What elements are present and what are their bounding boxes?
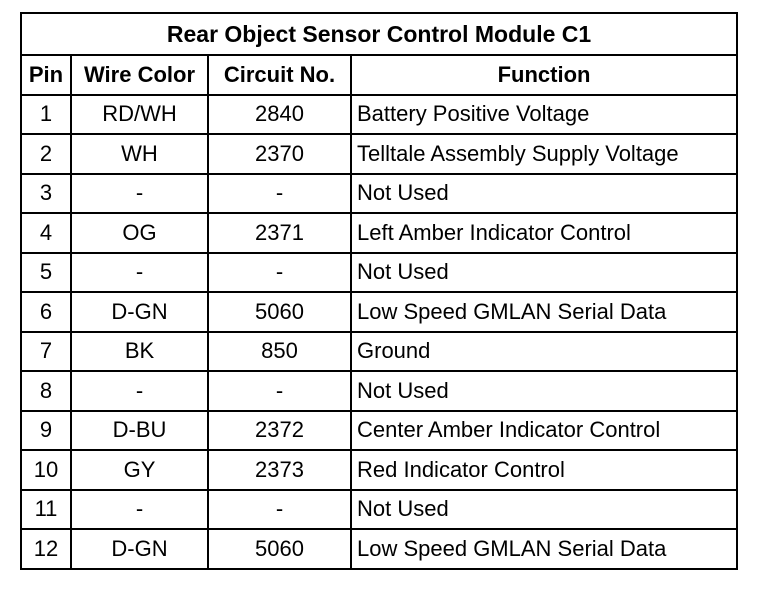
pin-cell: 4 — [21, 213, 71, 253]
table-row — [21, 253, 737, 293]
function-cell: Not Used — [351, 174, 737, 214]
circuit-no-cell: - — [208, 253, 351, 293]
wire-color-cell: D-GN — [71, 292, 208, 332]
wire-color-cell: BK — [71, 332, 208, 372]
function-cell: Center Amber Indicator Control — [351, 411, 737, 451]
column-header-function: Function — [351, 55, 737, 95]
circuit-no-cell: 2372 — [208, 411, 351, 451]
wire-color-cell: RD/WH — [71, 95, 208, 135]
wire-color-cell: D-GN — [71, 529, 208, 569]
column-header-circuit-no: Circuit No. — [208, 55, 351, 95]
function-cell: Low Speed GMLAN Serial Data — [351, 292, 737, 332]
table-row — [21, 490, 737, 530]
wire-color-cell: GY — [71, 450, 208, 490]
function-cell: Not Used — [351, 253, 737, 293]
wire-color-cell: - — [71, 490, 208, 530]
wire-color-cell: D-BU — [71, 411, 208, 451]
circuit-no-cell: - — [208, 371, 351, 411]
pin-cell: 11 — [21, 490, 71, 530]
table-row — [21, 174, 737, 214]
wire-color-cell: - — [71, 174, 208, 214]
function-cell: Low Speed GMLAN Serial Data — [351, 529, 737, 569]
pin-cell: 6 — [21, 292, 71, 332]
table-row — [21, 332, 737, 372]
pin-cell: 3 — [21, 174, 71, 214]
column-header-pin: Pin — [21, 55, 71, 95]
circuit-no-cell: 850 — [208, 332, 351, 372]
function-cell: Ground — [351, 332, 737, 372]
table-row — [21, 411, 737, 451]
function-cell: Not Used — [351, 371, 737, 411]
function-cell: Left Amber Indicator Control — [351, 213, 737, 253]
pin-cell: 10 — [21, 450, 71, 490]
table-row — [21, 213, 737, 253]
circuit-no-cell: 2370 — [208, 134, 351, 174]
column-header-wire-color: Wire Color — [71, 55, 208, 95]
table-title-row — [21, 13, 737, 55]
connector-table-container — [20, 12, 736, 570]
function-cell: Red Indicator Control — [351, 450, 737, 490]
wire-color-cell: - — [71, 253, 208, 293]
table-title: Rear Object Sensor Control Module C1 — [21, 13, 737, 55]
pin-cell: 5 — [21, 253, 71, 293]
table-header-row — [21, 55, 737, 95]
wire-color-cell: WH — [71, 134, 208, 174]
table-row — [21, 134, 737, 174]
pin-cell: 7 — [21, 332, 71, 372]
circuit-no-cell: 2373 — [208, 450, 351, 490]
function-cell: Telltale Assembly Supply Voltage — [351, 134, 737, 174]
table-row — [21, 529, 737, 569]
circuit-no-cell: 5060 — [208, 529, 351, 569]
table-row — [21, 95, 737, 135]
table-row — [21, 450, 737, 490]
wire-color-cell: OG — [71, 213, 208, 253]
pin-cell: 1 — [21, 95, 71, 135]
pin-cell: 12 — [21, 529, 71, 569]
circuit-no-cell: 5060 — [208, 292, 351, 332]
circuit-no-cell: - — [208, 490, 351, 530]
connector-pinout-table — [20, 12, 738, 570]
function-cell: Battery Positive Voltage — [351, 95, 737, 135]
pin-cell: 2 — [21, 134, 71, 174]
circuit-no-cell: 2371 — [208, 213, 351, 253]
circuit-no-cell: 2840 — [208, 95, 351, 135]
pin-cell: 9 — [21, 411, 71, 451]
function-cell: Not Used — [351, 490, 737, 530]
pin-cell: 8 — [21, 371, 71, 411]
table-row — [21, 371, 737, 411]
table-row — [21, 292, 737, 332]
wire-color-cell: - — [71, 371, 208, 411]
circuit-no-cell: - — [208, 174, 351, 214]
